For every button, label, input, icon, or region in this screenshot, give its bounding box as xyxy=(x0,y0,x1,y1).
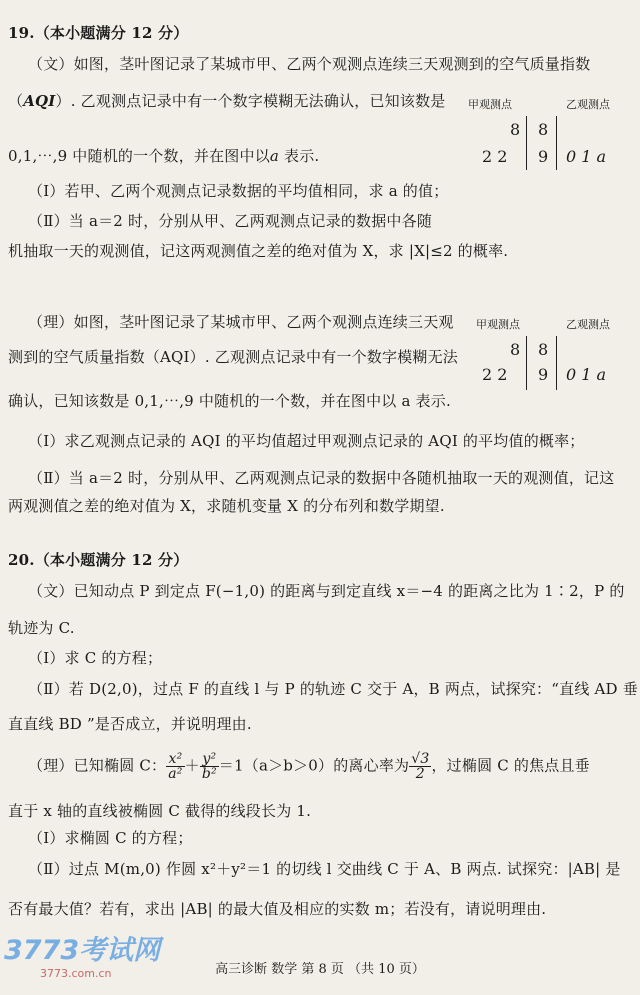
q19-wen-line1: （文）如图，茎叶图记录了某城市甲、乙两个观测点连续三天观测到的空气质量指数 xyxy=(28,55,591,73)
divider-left xyxy=(526,116,527,170)
fraction-sqrt3-2: $\frac{√3}{2}$ xyxy=(411,751,430,782)
q19-li-line2: 测到的空气质量指数（AQI）. 乙观测点记录中有一个数字模糊无法 xyxy=(8,348,458,366)
jia-leaf-row2: 2 2 xyxy=(482,147,508,166)
label-yi: 乙观测点 xyxy=(566,98,610,111)
q19-wen-part2-line1: （Ⅱ）当 a＝2 时，分别从甲、乙两观测点记录的数据中各随 xyxy=(28,212,433,230)
q19-header: 19.（本小题满分 12 分） xyxy=(8,24,189,42)
q20-li-part2-line2: 否有最大值？若有，求出 |AB| 的最大值及相应的实数 m；若没有，请说明理由. xyxy=(8,900,547,918)
jia-leaf-row1-li: 8 xyxy=(510,340,521,359)
q19-li-part1: （Ⅰ）求乙观测点记录的 AQI 的平均值超过甲观测点记录的 AQI 的平均值的概率； xyxy=(28,432,585,450)
q20-wen-part2-line2: 直直线 BD ”是否成立，并说明理由. xyxy=(8,715,252,733)
q20-li-part2-line1: （Ⅱ）过点 M(m,0) 作圆 x²＋y²＝1 的切线 l 交曲线 C 于 A、B 两点. 试探究：|AB| 是 xyxy=(28,860,621,878)
yi-leaf-row2: 0 1 a xyxy=(566,147,607,166)
watermark-logo: 3773考试网 xyxy=(4,935,161,966)
q19-li-line1: （理）如图，茎叶图记录了某城市甲、乙两个观测点连续三天观 xyxy=(28,313,454,331)
stem-row1: 8 xyxy=(538,120,549,139)
q20-wen-line2: 轨迹为 C. xyxy=(8,619,75,637)
q20-wen-line1: （文）已知动点 P 到定点 F(−1,0) 的距离与到定直线 x＝−4 的距离之比为 1∶2，P 的 xyxy=(28,582,625,600)
q20-header: 20.（本小题满分 12 分） xyxy=(8,551,189,569)
watermark-url: 3773.com.cn xyxy=(40,967,112,980)
q19-wen-part1: （Ⅰ）若甲、乙两个观测点记录数据的平均值相同，求 a 的值； xyxy=(28,182,449,200)
label-jia-li: 甲观测点 xyxy=(476,318,520,331)
label-jia: 甲观测点 xyxy=(468,98,512,111)
q19-wen-line2: （AQI）. 乙观测点记录中有一个数字模糊无法确认，已知该数是 xyxy=(8,92,446,110)
q19-li-part2-line1: （Ⅱ）当 a＝2 时，分别从甲、乙两观测点记录的数据中各随机抽取一天的观测值，记这 xyxy=(28,469,615,487)
divider-right-li xyxy=(556,336,557,390)
stem-row2-li: 9 xyxy=(538,365,549,384)
yi-leaf-row2-li: 0 1 a xyxy=(566,365,607,384)
divider-right xyxy=(556,116,557,170)
q19-li-line3: 确认，已知该数是 0,1,⋯,9 中随机的一个数，并在图中以 a 表示. xyxy=(8,392,451,410)
jia-leaf-row2-li: 2 2 xyxy=(482,365,508,384)
fraction-x2-a2: $\frac{\text{x²}}{\text{a²}}$ xyxy=(168,751,183,782)
fraction-y2-b2: $\frac{\text{y²}}{\text{b²}}$ xyxy=(201,751,217,782)
q20-li-part1: （Ⅰ）求椭圆 C 的方程； xyxy=(28,829,193,847)
q20-wen-part1: （Ⅰ）求 C 的方程； xyxy=(28,649,163,667)
jia-leaf-row1: 8 xyxy=(510,120,521,139)
stem-row1-li: 8 xyxy=(538,340,549,359)
q20-li-line1: （理）已知椭圆 C： $\frac{\text{x²}}{\text{a²}}$ ＋ $\frac{\text{y²}}{\text{b²}}$ ＝1（a＞b＞0）的离心率为 $\frac{√3}{2}$ ，过椭圆 C 的焦点且垂 xyxy=(28,751,590,782)
label-yi-li: 乙观测点 xyxy=(566,318,610,331)
stem-row2: 9 xyxy=(538,147,549,166)
q20-wen-part2-line1: （Ⅱ）若 D(2,0)，过点 F 的直线 l 与 P 的轨迹 C 交于 A，B 两点，试探究：“直线 AD 垂 xyxy=(28,680,638,698)
q19-wen-part2-line2: 机抽取一天的观测值，记这两观测值之差的绝对值为 X，求 |X|≤2 的概率. xyxy=(8,242,509,260)
q20-li-line2: 直于 x 轴的直线被椭圆 C 截得的线段长为 1. xyxy=(8,802,312,820)
q19-wen-line3: 0,1,⋯,9 中随机的一个数，并在图中以a 表示. xyxy=(8,147,320,165)
divider-left-li xyxy=(526,336,527,390)
q19-li-part2-line2: 两观测值之差的绝对值为 X，求随机变量 X 的分布列和数学期望. xyxy=(8,497,445,515)
page-footer: 高三诊断 数学 第 8 页 （共 10 页） xyxy=(215,962,425,977)
